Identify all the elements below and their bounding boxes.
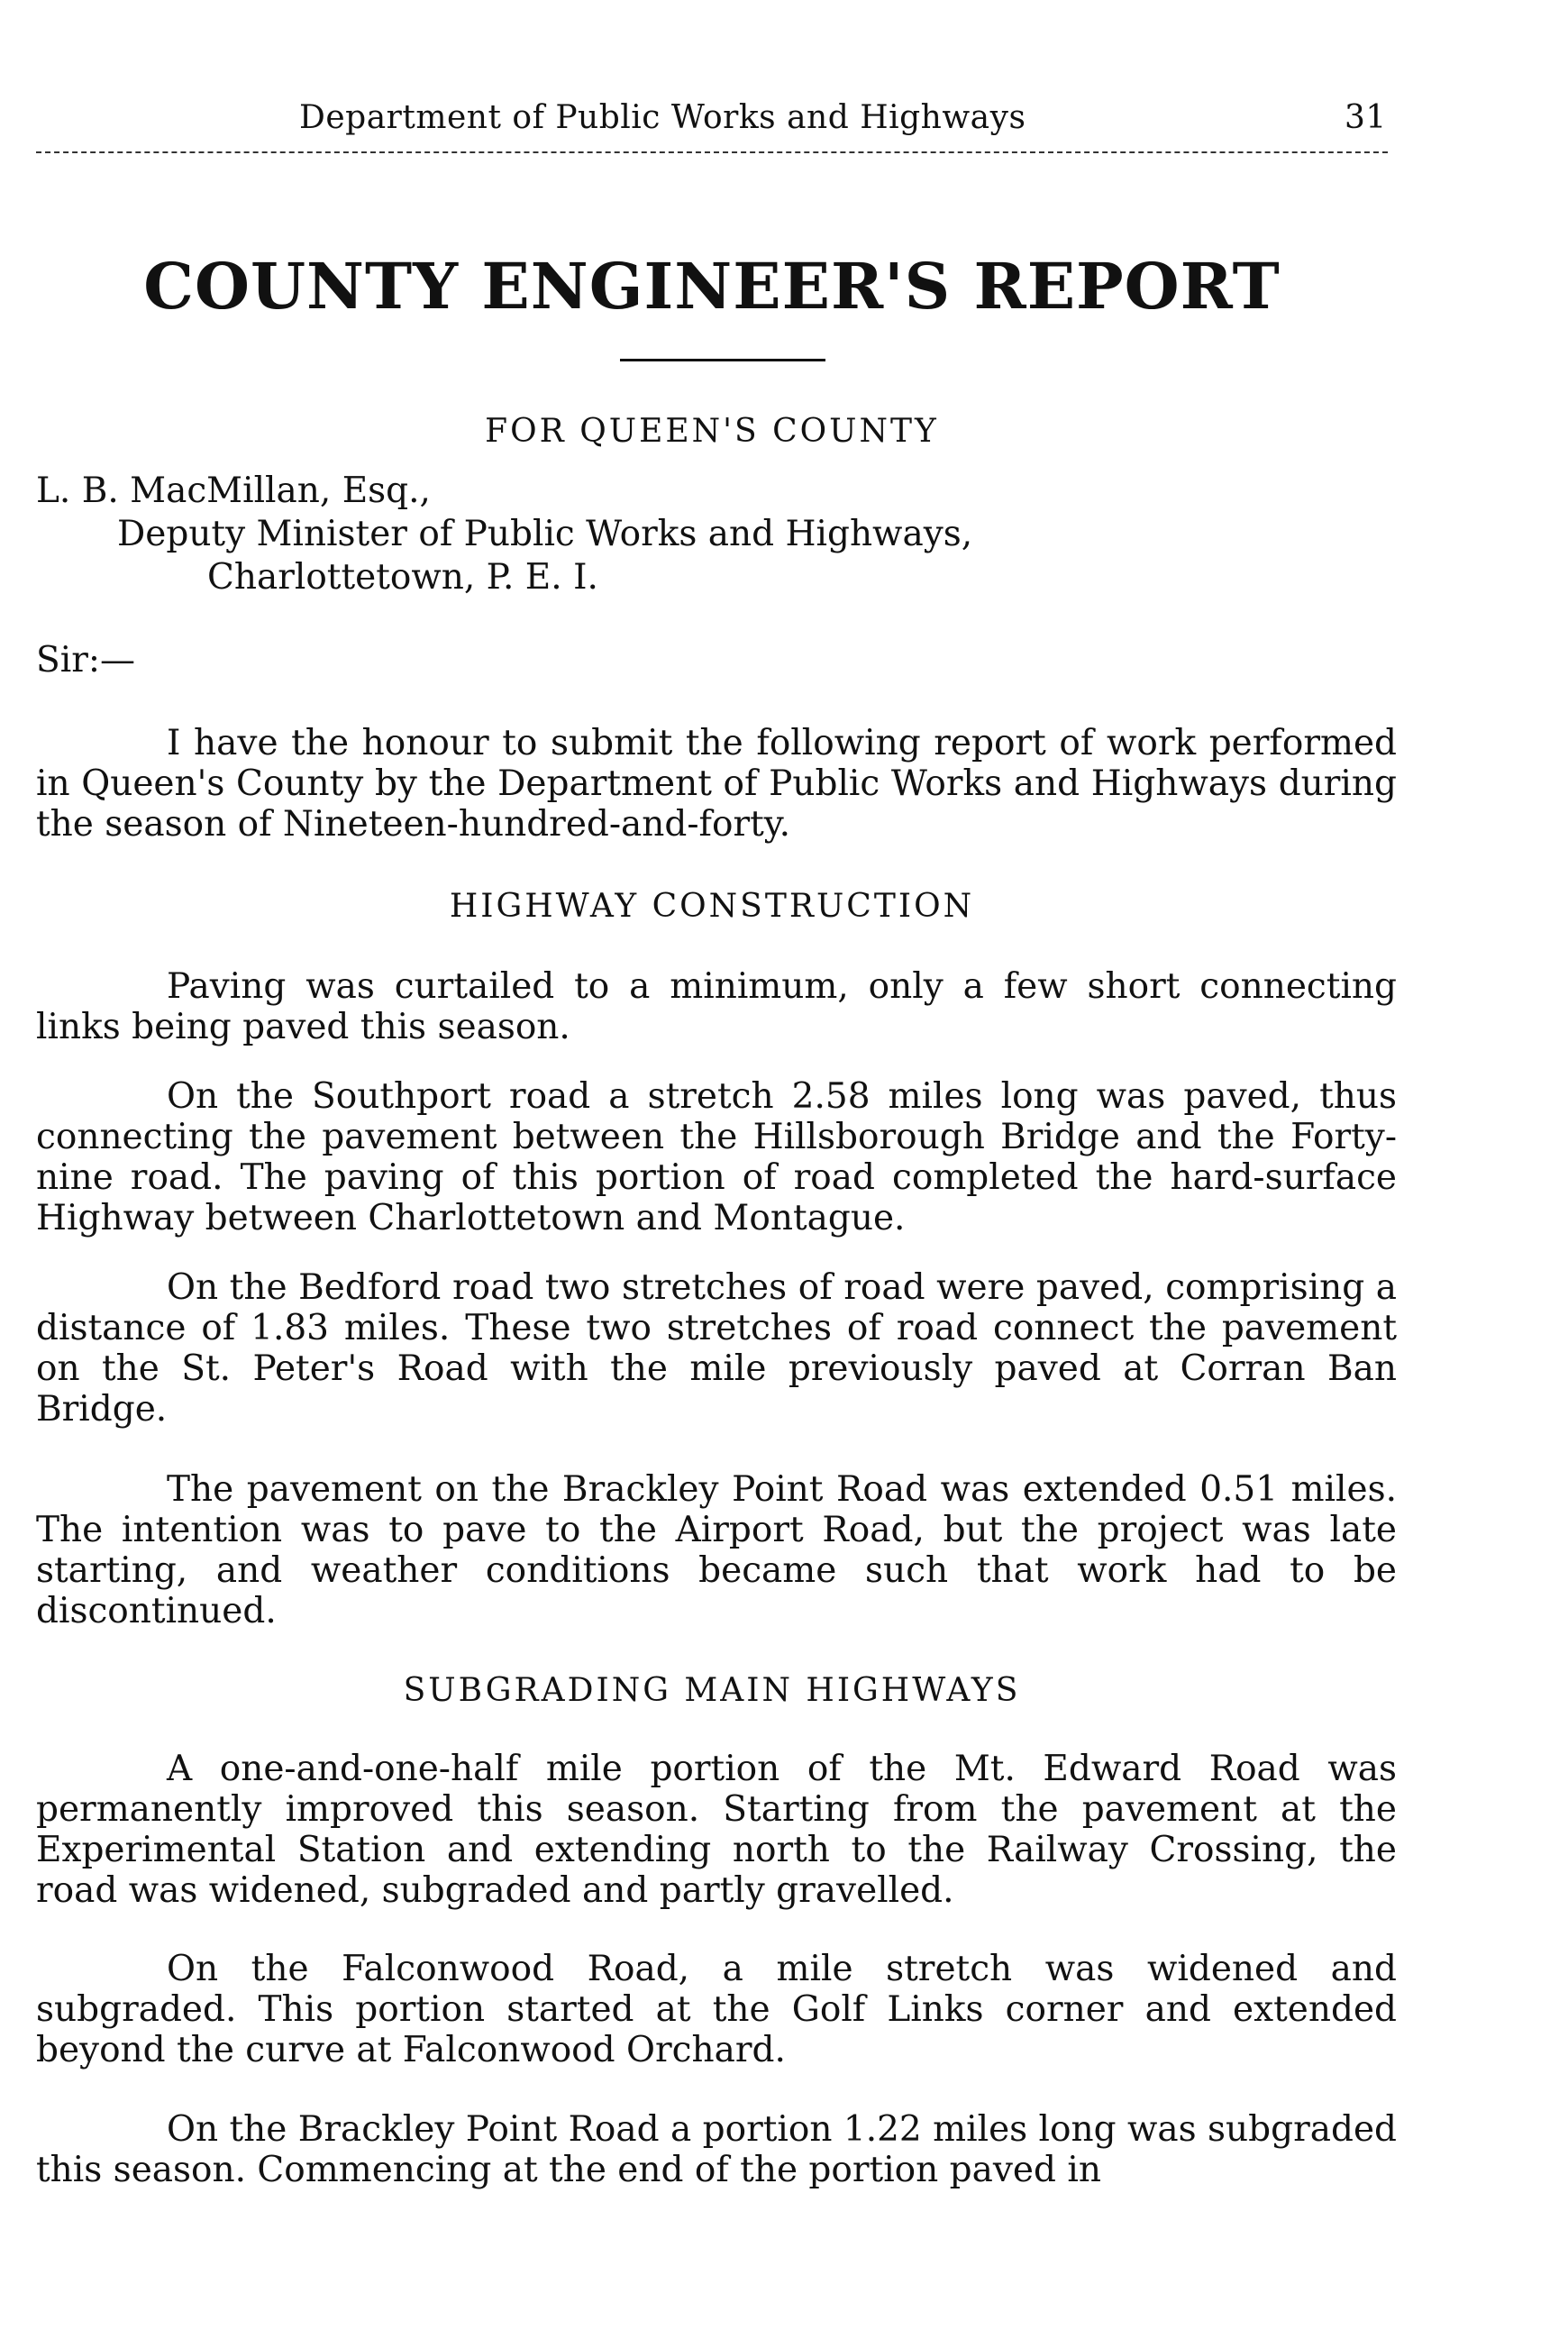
addressee-name: L. B. MacMillan, Esq., [36,471,431,511]
header-rule [36,151,1388,153]
paragraph: On the Bedford road two stretches of road were paved, comprising a distance of 1.83 miles. These two stretches of road connect the pavement on the St. Peter's Road with the mile previously paved at Corran Ban Bridge. [36,1267,1397,1430]
intro-paragraph: I have the honour to submit the following report of work performed in Queen's County by the Department of Public Works and Highways during the season of Nineteen-hundred-and-forty. [36,723,1397,845]
section-heading-subgrading: SUBGRADING MAIN HIGHWAYS [403,1672,1021,1709]
paragraph: A one-and-one-half mile portion of the Mt. Edward Road was permanently improved this season. Starting from the pavement at the Experimental Station and extending north to the Railway Crossing, the road was widened, subgraded and partly gravelled. [36,1749,1397,1911]
salutation: Sir:— [36,640,135,681]
county-subtitle: FOR QUEEN'S COUNTY [485,413,939,450]
addressee-title: Deputy Minister of Public Works and Highways, [117,514,973,554]
paragraph: The pavement on the Brackley Point Road was extended 0.51 miles. The intention was to pave to the Airport Road, but the project was late starting, and weather conditions became such that work had to be discontinued. [36,1469,1397,1631]
section-heading-highway-construction: HIGHWAY CONSTRUCTION [449,888,975,925]
page-number: 31 [1345,99,1387,136]
paragraph: On the Southport road a stretch 2.58 miles long was paved, thus connecting the pavement between the Hillsborough Bridge and the Forty-nine road. The paving of this portion of road completed the hard-surface Highway between Charlottetown and Montague. [36,1076,1397,1238]
paragraph: On the Brackley Point Road a portion 1.22 miles long was subgraded this season. Commencing at the end of the portion paved in [36,2109,1397,2190]
title-rule [620,359,825,361]
report-title: COUNTY ENGINEER'S REPORT [143,249,1281,324]
paragraph: On the Falconwood Road, a mile stretch was widened and subgraded. This portion started at the Golf Links corner and extended beyond the curve at Falconwood Orchard. [36,1949,1397,2070]
running-title: Department of Public Works and Highways [299,99,1026,136]
addressee-location: Charlottetown, P. E. I. [207,557,598,598]
paragraph: Paving was curtailed to a minimum, only a few short connecting links being paved this season. [36,966,1397,1047]
